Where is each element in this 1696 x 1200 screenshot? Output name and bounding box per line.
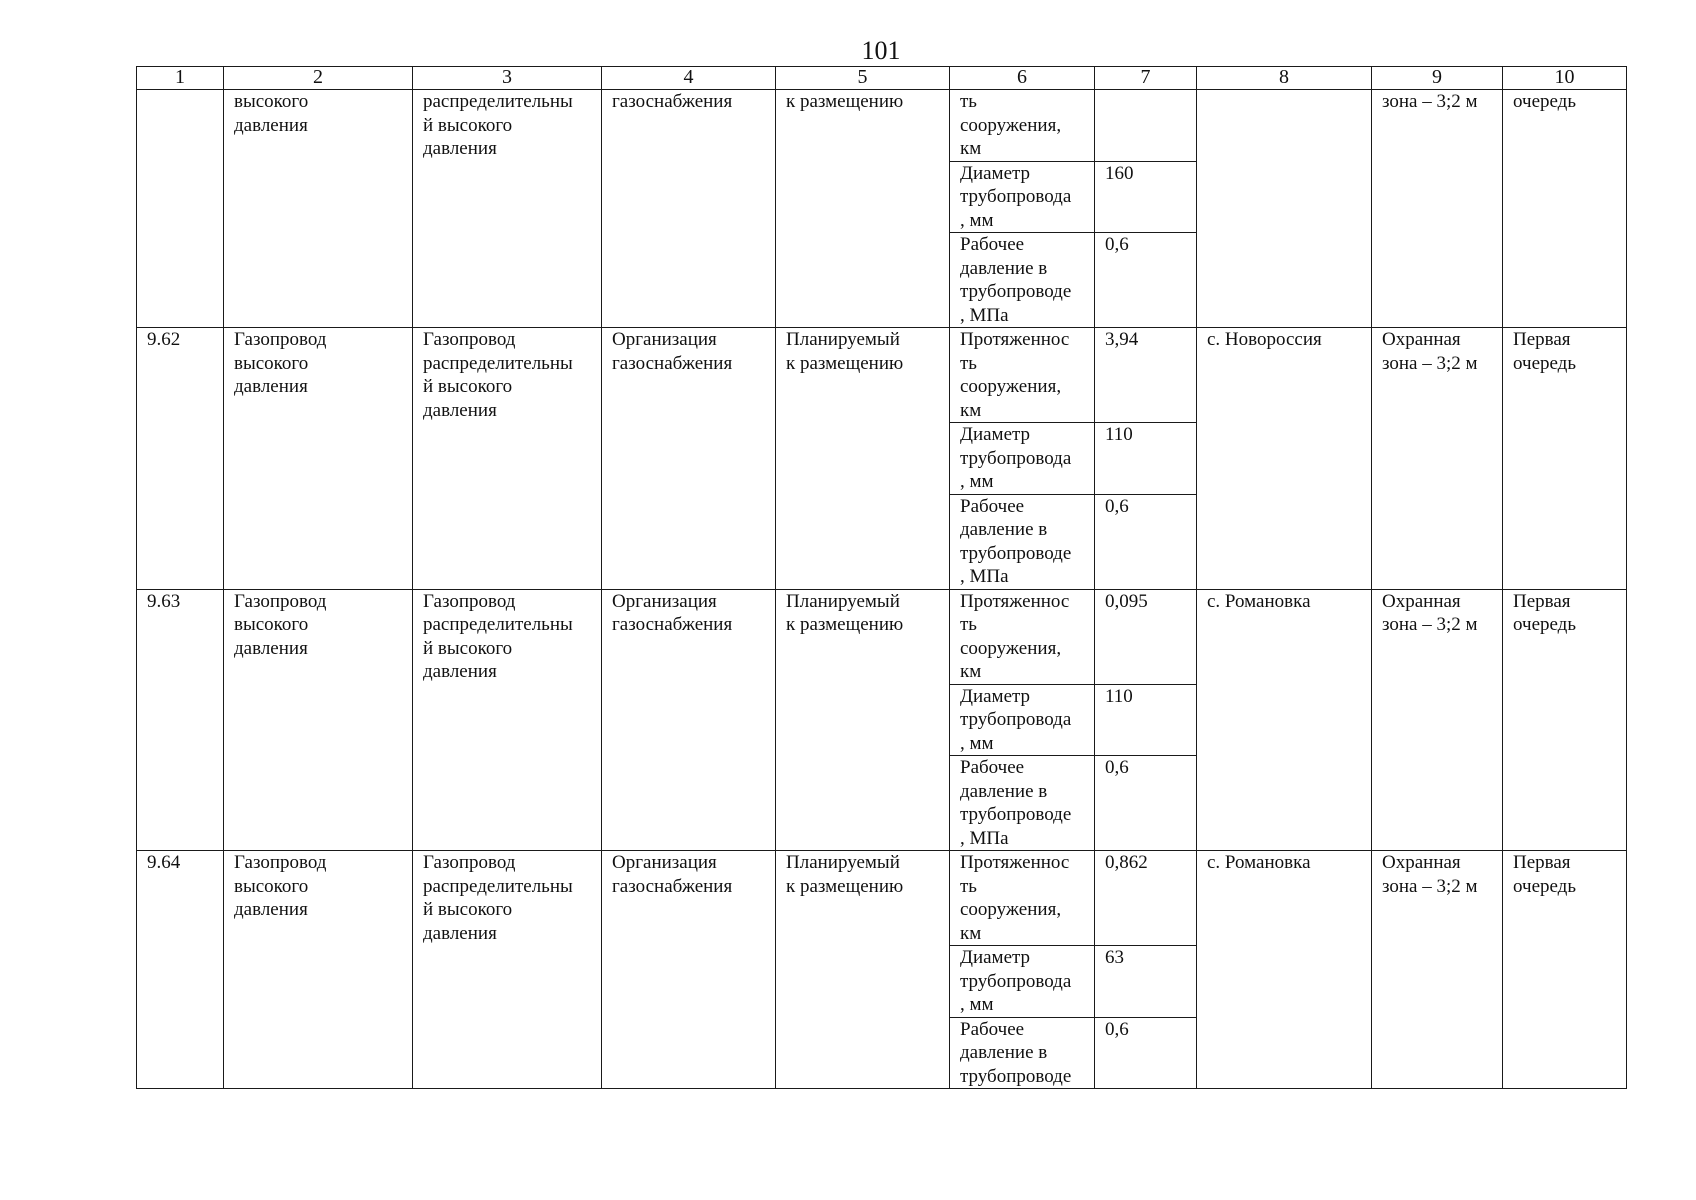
column-number: 1 bbox=[137, 67, 224, 90]
protection-zone bbox=[1372, 851, 1503, 1089]
object-purpose bbox=[602, 851, 776, 1089]
protection-zone-text: зона – 3;2 м bbox=[1382, 91, 1478, 112]
parameter-label-text: Диаметр трубопровода , мм bbox=[960, 685, 1072, 754]
parameter-value-text: 0,6 bbox=[1105, 1018, 1129, 1040]
row-number-text: 9.64 bbox=[147, 852, 181, 873]
parameter-value bbox=[1095, 756, 1197, 851]
parameter-value-text: 110 bbox=[1105, 424, 1133, 445]
parameter-label bbox=[950, 851, 1095, 946]
parameter-label-text: Рабочее давление в трубопроводе , МПа bbox=[960, 234, 1072, 326]
object-location-text: с. Романовка bbox=[1207, 590, 1311, 612]
object-location bbox=[1197, 328, 1372, 590]
object-purpose-text: Организация газоснабжения bbox=[612, 329, 733, 374]
column-number: 6 bbox=[950, 67, 1095, 90]
object-type-text: Газопровод распределительны й высокого давления bbox=[423, 329, 573, 421]
object-name-text: Газопровод высокого давления bbox=[234, 852, 327, 920]
row-number-text: 9.63 bbox=[147, 590, 181, 612]
parameter-label bbox=[950, 161, 1095, 233]
parameter-value-text: 110 bbox=[1105, 685, 1133, 707]
protection-zone bbox=[1372, 589, 1503, 851]
parameter-value-text: 3,94 bbox=[1105, 329, 1139, 350]
parameter-value bbox=[1095, 851, 1197, 946]
table-row bbox=[137, 328, 1627, 423]
protection-zone-text: Охранная зона – 3;2 м bbox=[1382, 590, 1478, 635]
parameter-value-text: 0,095 bbox=[1105, 590, 1148, 612]
parameter-label bbox=[950, 589, 1095, 684]
parameter-label-text: Протяженнос ть сооружения, км bbox=[960, 590, 1070, 682]
object-name bbox=[224, 328, 413, 590]
parameter-label bbox=[950, 756, 1095, 851]
column-number-row bbox=[137, 67, 1627, 90]
object-type-text: Газопровод распределительны й высокого давления bbox=[423, 590, 573, 682]
protection-zone-text: Охранная зона – 3;2 м bbox=[1382, 329, 1478, 374]
object-location bbox=[1197, 589, 1372, 851]
implementation-stage-text: Первая очередь bbox=[1513, 852, 1577, 897]
object-status-text: Планируемый к размещению bbox=[786, 329, 904, 374]
parameter-label-text: Диаметр трубопровода , мм bbox=[960, 947, 1072, 1015]
protection-zone bbox=[1372, 90, 1503, 328]
object-purpose bbox=[602, 90, 776, 328]
parameter-label bbox=[950, 494, 1095, 589]
implementation-stage bbox=[1503, 589, 1627, 851]
parameter-value-text: 0,6 bbox=[1105, 757, 1129, 778]
object-type-text: Газопровод распределительны й высокого давления bbox=[423, 852, 573, 944]
page-number: 101 bbox=[861, 36, 901, 65]
parameter-value-text: 0,6 bbox=[1105, 495, 1129, 517]
implementation-stage-text: Первая очередь bbox=[1513, 329, 1577, 374]
object-type bbox=[413, 589, 602, 851]
parameter-label-text: Протяженнос ть сооружения, км bbox=[960, 852, 1070, 944]
parameter-value bbox=[1095, 328, 1197, 423]
parameter-label bbox=[950, 684, 1095, 756]
implementation-stage-text: Первая очередь bbox=[1513, 590, 1577, 635]
object-name-text: высокого давления bbox=[234, 91, 309, 136]
object-status bbox=[776, 90, 950, 328]
parameter-value bbox=[1095, 494, 1197, 589]
object-status-text: Планируемый к размещению bbox=[786, 852, 904, 897]
row-number bbox=[137, 328, 224, 590]
object-status bbox=[776, 328, 950, 590]
implementation-stage bbox=[1503, 328, 1627, 590]
parameter-label bbox=[950, 946, 1095, 1018]
parameter-label-text: Рабочее давление в трубопроводе , МПа bbox=[960, 495, 1072, 587]
row-number bbox=[137, 851, 224, 1089]
object-type-text: распределительны й высокого давления bbox=[423, 91, 573, 159]
object-location-text: с. Романовка bbox=[1207, 852, 1311, 873]
column-number: 9 bbox=[1372, 67, 1503, 90]
object-status bbox=[776, 851, 950, 1089]
protection-zone bbox=[1372, 328, 1503, 590]
table-body bbox=[137, 90, 1627, 1089]
object-name bbox=[224, 851, 413, 1089]
parameter-value bbox=[1095, 161, 1197, 233]
object-type bbox=[413, 90, 602, 328]
object-purpose bbox=[602, 328, 776, 590]
table-row bbox=[137, 90, 1627, 162]
table-row bbox=[137, 589, 1627, 684]
object-status-text: Планируемый к размещению bbox=[786, 590, 904, 635]
column-number: 2 bbox=[224, 67, 413, 90]
parameter-value bbox=[1095, 423, 1197, 495]
implementation-stage bbox=[1503, 90, 1627, 328]
column-number: 8 bbox=[1197, 67, 1372, 90]
row-number-text: 9.62 bbox=[147, 329, 181, 350]
parameter-label-text: Диаметр трубопровода , мм bbox=[960, 424, 1072, 492]
objects-table bbox=[136, 66, 1627, 1089]
object-name bbox=[224, 90, 413, 328]
parameter-value-text: 0,862 bbox=[1105, 852, 1148, 873]
parameter-value-text: 0,6 bbox=[1105, 234, 1129, 255]
object-type bbox=[413, 328, 602, 590]
parameter-value bbox=[1095, 1017, 1197, 1089]
column-number: 7 bbox=[1095, 67, 1197, 90]
parameter-value bbox=[1095, 684, 1197, 756]
object-name bbox=[224, 589, 413, 851]
object-purpose-text: Организация газоснабжения bbox=[612, 590, 733, 635]
parameter-label-text: Протяженнос ть сооружения, км bbox=[960, 329, 1070, 421]
object-type bbox=[413, 851, 602, 1089]
parameter-value bbox=[1095, 946, 1197, 1018]
object-purpose bbox=[602, 589, 776, 851]
column-number: 5 bbox=[776, 67, 950, 90]
parameter-value bbox=[1095, 589, 1197, 684]
parameter-label-text: Рабочее давление в трубопроводе bbox=[960, 1018, 1072, 1087]
column-number: 4 bbox=[602, 67, 776, 90]
table-row bbox=[137, 851, 1627, 946]
object-location bbox=[1197, 851, 1372, 1089]
parameter-label bbox=[950, 233, 1095, 328]
implementation-stage bbox=[1503, 851, 1627, 1089]
implementation-stage-text: очередь bbox=[1513, 91, 1577, 112]
column-number: 3 bbox=[413, 67, 602, 90]
column-number: 10 bbox=[1503, 67, 1627, 90]
row-number bbox=[137, 90, 224, 328]
parameter-label-text: Диаметр трубопровода , мм bbox=[960, 162, 1072, 231]
object-location-text: с. Новороссия bbox=[1207, 329, 1322, 350]
object-name-text: Газопровод высокого давления bbox=[234, 590, 327, 659]
parameter-label bbox=[950, 328, 1095, 423]
object-name-text: Газопровод высокого давления bbox=[234, 329, 327, 397]
parameter-label bbox=[950, 423, 1095, 495]
object-status-text: к размещению bbox=[786, 91, 904, 112]
parameter-value bbox=[1095, 233, 1197, 328]
parameter-label bbox=[950, 1017, 1095, 1089]
object-purpose-text: газоснабжения bbox=[612, 91, 733, 112]
protection-zone-text: Охранная зона – 3;2 м bbox=[1382, 852, 1478, 897]
parameter-label bbox=[950, 90, 1095, 162]
parameter-label-text: ть сооружения, км bbox=[960, 91, 1062, 159]
parameter-value bbox=[1095, 90, 1197, 162]
row-number bbox=[137, 589, 224, 851]
object-status bbox=[776, 589, 950, 851]
parameter-value-text: 63 bbox=[1105, 947, 1124, 968]
object-location bbox=[1197, 90, 1372, 328]
object-purpose-text: Организация газоснабжения bbox=[612, 852, 733, 897]
parameter-label-text: Рабочее давление в трубопроводе , МПа bbox=[960, 757, 1072, 849]
parameter-value-text: 160 bbox=[1105, 162, 1134, 184]
